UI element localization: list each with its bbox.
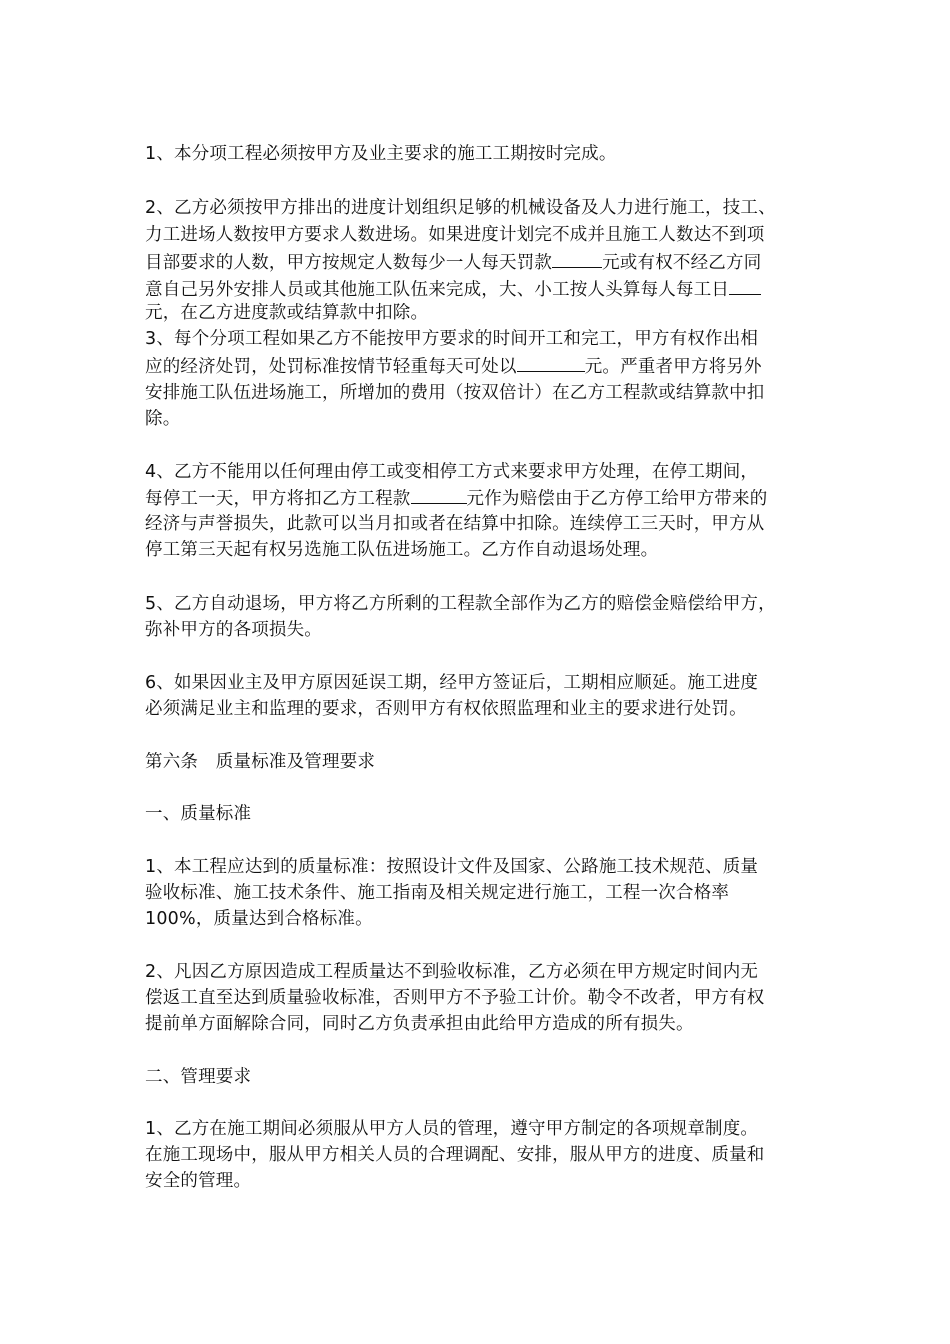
clause-4-line-2-tail: 元作为赔偿由于乙方停工给甲方带来的 xyxy=(466,489,768,509)
clause-2-line-5: 元，在乙方进度款或结算款中扣除。 xyxy=(145,303,429,323)
quality-1-line-1: 1、本工程应达到的质量标准：按照设计文件及国家、公路施工技术规范、质量 xyxy=(145,857,759,877)
clause-1-line-1: 1、本分项工程必须按甲方及业主要求的施工工期按时完成。 xyxy=(145,144,617,164)
clause-3-line-3: 安排施工队伍进场施工，所增加的费用（按双倍计）在乙方工程款或结算款中扣 xyxy=(145,383,765,403)
clause-2-line-4-text: 意自己另外安排人员或其他施工队伍来完成，大、小工按人头算每人每工日 xyxy=(145,280,730,300)
clause-4-line-2 xyxy=(145,485,767,512)
clause-3-line-2 xyxy=(145,353,762,380)
clause-3-line-4: 除。 xyxy=(145,409,181,429)
clause-2-line-4 xyxy=(145,276,761,303)
clause-2-line-3-tail: 元或有权不经乙方同 xyxy=(602,253,762,273)
clause-2-line-3 xyxy=(145,249,761,276)
management-1-line-3: 安全的管理。 xyxy=(145,1171,252,1191)
clause-4-line-3: 经济与声誉损失，此款可以当月扣或者在结算中扣除。连续停工三天时，甲方从 xyxy=(145,514,765,534)
quality-1-line-2: 验收标准、施工技术条件、施工指南及相关规定进行施工，工程一次合格率 xyxy=(145,883,730,903)
clause-4-line-1: 4、乙方不能用以任何理由停工或变相停工方式来要求甲方处理，在停工期间， xyxy=(145,462,759,482)
clause-3-line-2-tail: 元。严重者甲方将另外 xyxy=(584,357,762,377)
clause-6-line-1: 6、如果因业主及甲方原因延误工期，经甲方签证后，工期相应顺延。施工进度 xyxy=(145,673,759,693)
clause-4-line-2-text: 每停工一天，甲方将扣乙方工程款 xyxy=(145,489,411,509)
quality-1-line-3: 100%，质量达到合格标准。 xyxy=(145,909,373,929)
fine-amount-blank xyxy=(552,249,602,268)
management-1-line-1: 1、乙方在施工期间必须服从甲方人员的管理，遵守甲方制定的各项规章制度。 xyxy=(145,1119,759,1139)
daily-wage-blank xyxy=(729,276,761,295)
clause-3-line-1: 3、每个分项工程如果乙方不能按甲方要求的时间开工和完工，甲方有权作出相 xyxy=(145,329,759,349)
quality-2-line-1: 2、凡因乙方原因造成工程质量达不到验收标准，乙方必须在甲方规定时间内无 xyxy=(145,962,759,982)
article-6-heading: 第六条 质量标准及管理要求 xyxy=(145,752,376,772)
quality-2-line-3: 提前单方面解除合同，同时乙方负责承担由此给甲方造成的所有损失。 xyxy=(145,1014,694,1034)
management-1-line-2: 在施工现场中，服从甲方相关人员的合理调配、安排，服从甲方的进度、质量和 xyxy=(145,1145,765,1165)
clause-4-line-4: 停工第三天起有权另选施工队伍进场施工。乙方作自动退场处理。 xyxy=(145,540,659,560)
section-management-heading: 二、管理要求 xyxy=(145,1067,252,1087)
penalty-amount-blank xyxy=(517,353,585,372)
clause-2-line-3-text: 目部要求的人数，甲方按规定人数每少一人每天罚款 xyxy=(145,253,553,273)
clause-5-line-2: 弥补甲方的各项损失。 xyxy=(145,620,322,640)
clause-5-line-1: 5、乙方自动退场，甲方将乙方所剩的工程款全部作为乙方的赔偿金赔偿给甲方， xyxy=(145,594,776,614)
clause-2-line-2: 力工进场人数按甲方要求人数进场。如果进度计划完不成并且施工人数达不到项 xyxy=(145,225,765,245)
clause-3-line-2-text: 应的经济处罚，处罚标准按情节轻重每天可处以 xyxy=(145,357,517,377)
deduction-amount-blank xyxy=(411,485,467,504)
clause-6-line-2: 必须满足业主和监理的要求，否则甲方有权依照监理和业主的要求进行处罚。 xyxy=(145,699,747,719)
clause-2-line-1: 2、乙方必须按甲方排出的进度计划组织足够的机械设备及人力进行施工，技工、 xyxy=(145,198,776,218)
section-quality-standard-heading: 一、质量标准 xyxy=(145,804,252,824)
quality-2-line-2: 偿返工直至达到质量验收标准，否则甲方不予验工计价。勒令不改者，甲方有权 xyxy=(145,988,765,1008)
